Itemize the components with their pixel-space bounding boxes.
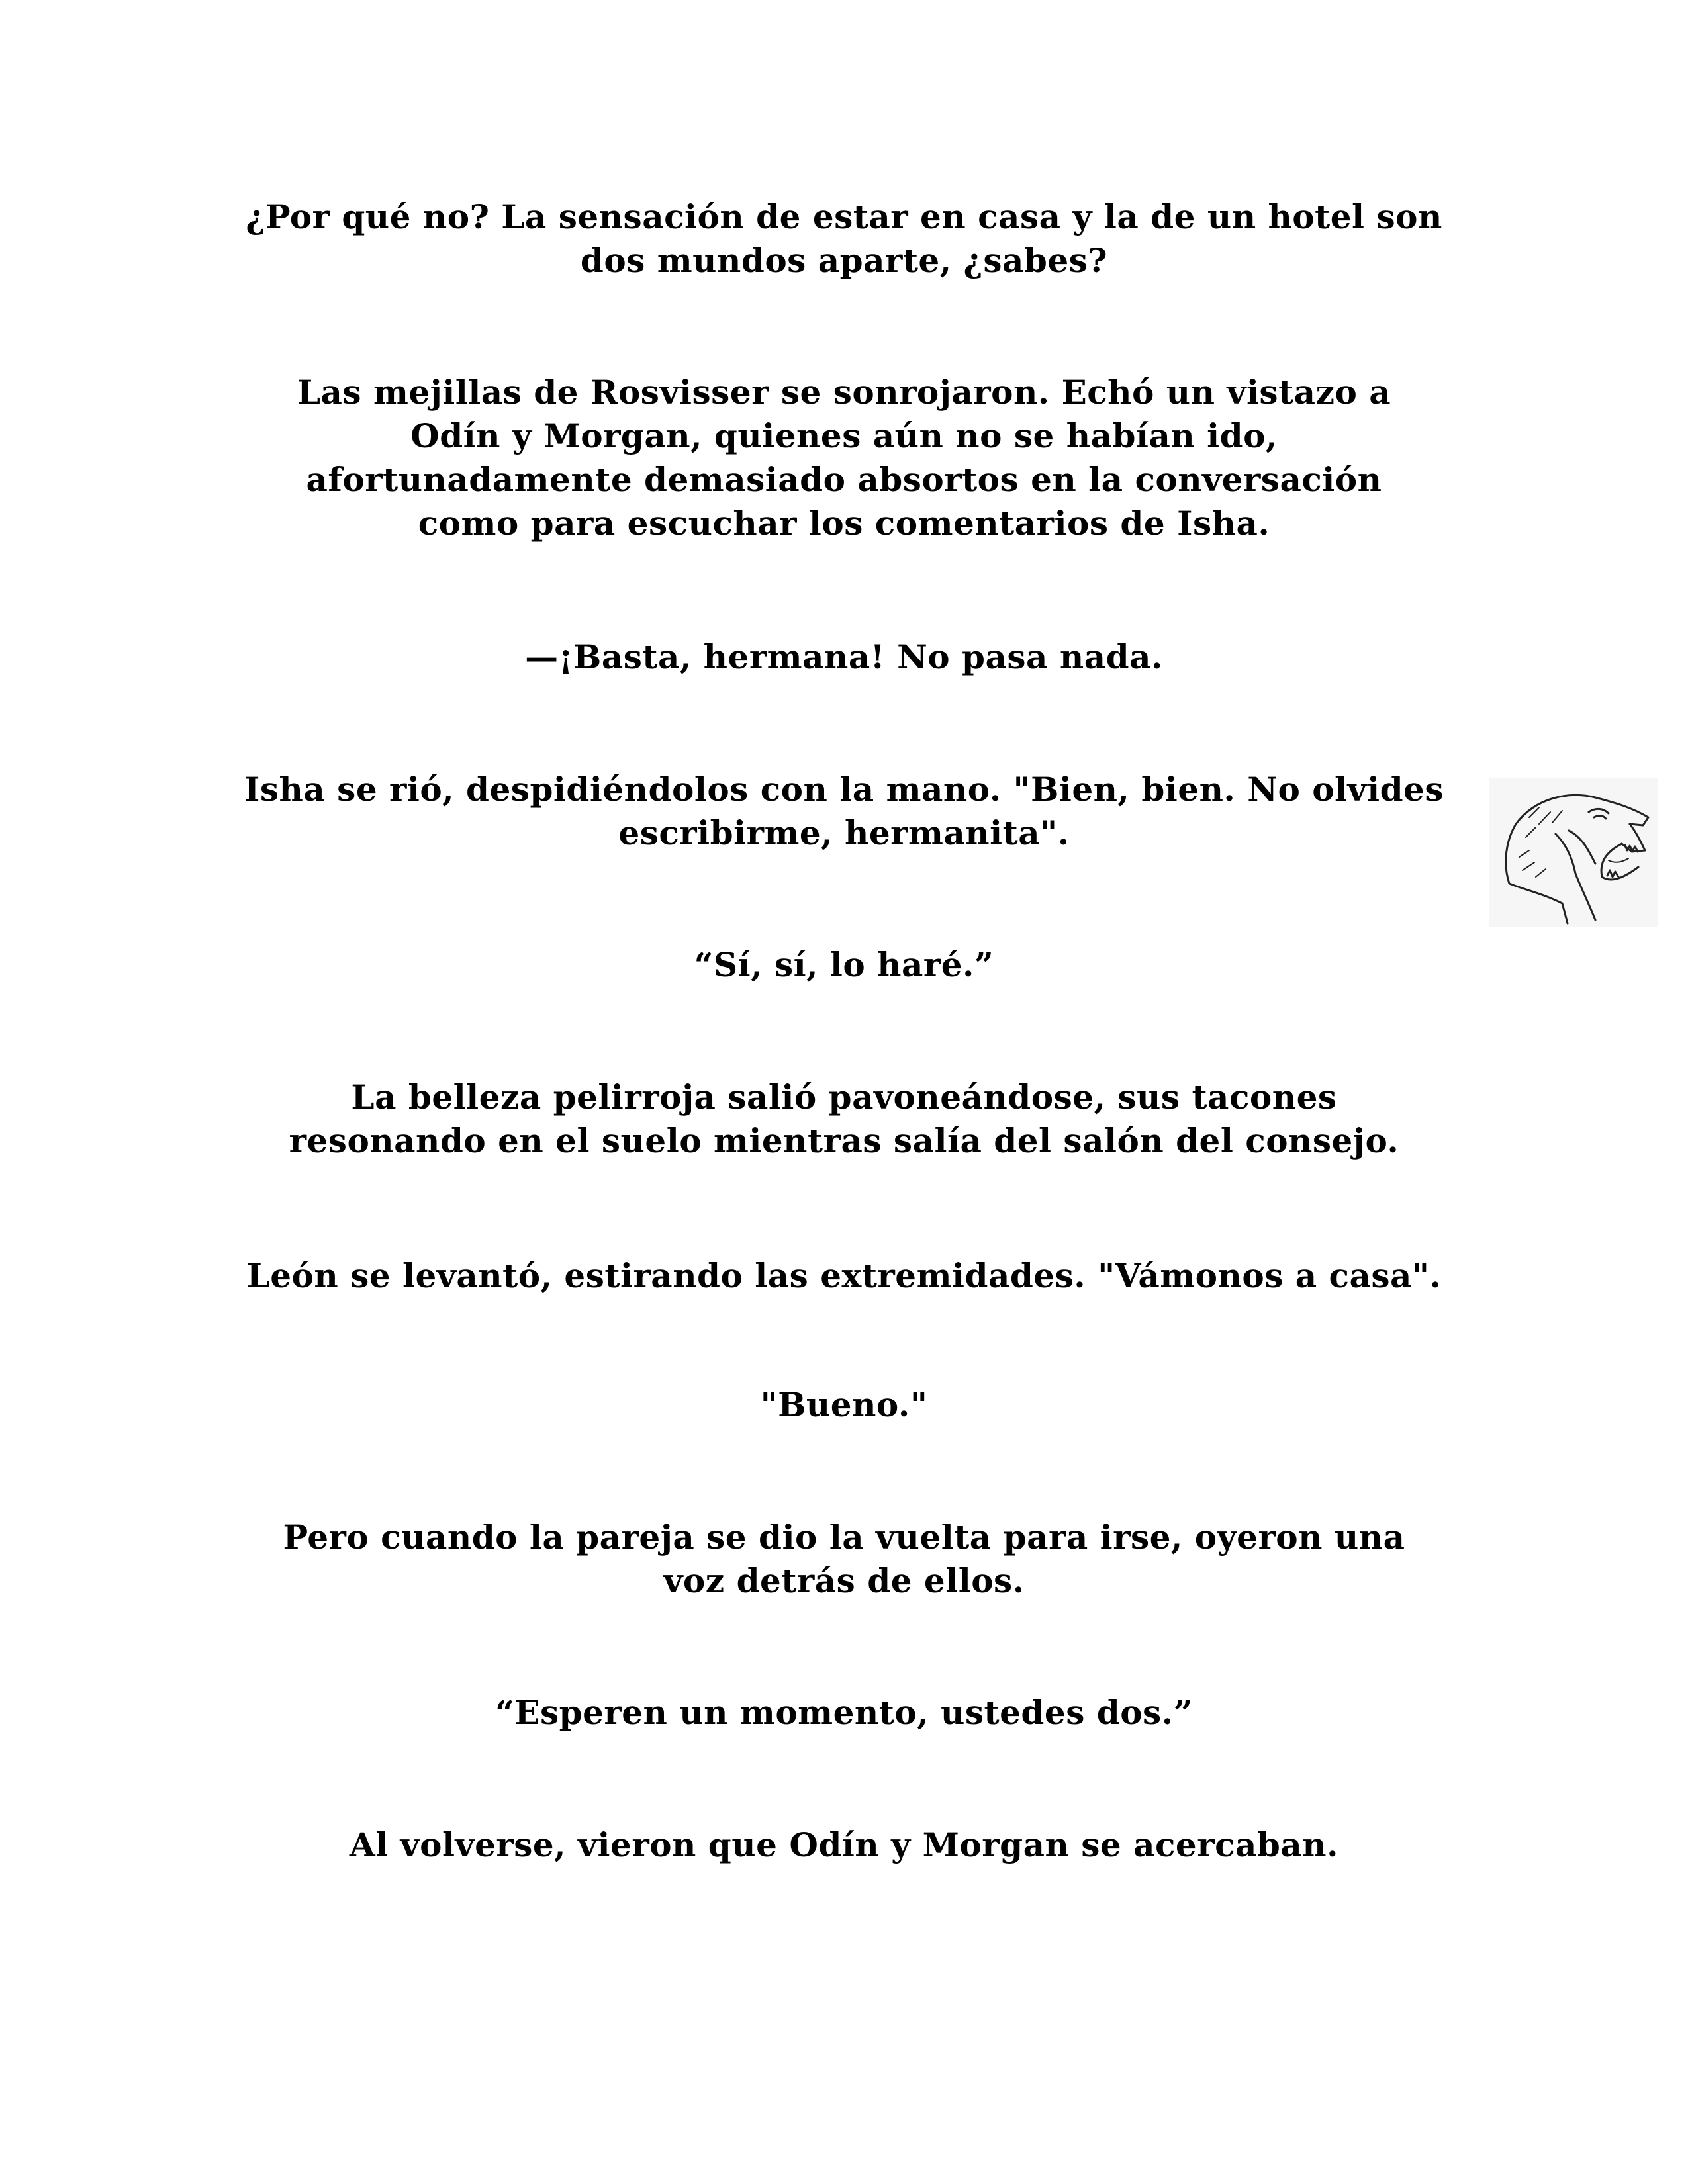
- paragraph-1: ¿Por qué no? La sensación de estar en casa y la de un hotel son dos mundos aparte, ¿sabes?: [246, 197, 1442, 280]
- paragraph-11: Al volverse, vieron que Odín y Morgan se acercaban.: [349, 1825, 1339, 1864]
- paragraph-6: La belleza pelirroja salió pavoneándose, sus tacones resonando en el suelo mientras salía del salón del consejo.: [289, 1077, 1399, 1160]
- paragraph-3: —¡Basta, hermana! No pasa nada.: [525, 637, 1163, 676]
- paragraph-2: Las mejillas de Rosvisser se sonrojaron. Echó un vistazo a Odín y Morgan, quienes aún no se habían ido, afortunadamente demasiado absortos en la conversación como para escuchar los comentarios de Isha.: [297, 373, 1391, 543]
- paragraph-9: Pero cuando la pareja se dio la vuelta para irse, oyeron una voz detrás de ellos.: [283, 1518, 1405, 1600]
- paragraph-7: León se levantó, estirando las extremidades. "Vámonos a casa".: [246, 1256, 1442, 1295]
- paragraph-4: Isha se rió, despidiéndolos con la mano. "Bien, bien. No olvides escribirme, hermanita".: [244, 770, 1444, 852]
- paragraph-8: "Bueno.": [760, 1385, 928, 1424]
- paragraph-10: “Esperen un momento, ustedes dos.”: [495, 1693, 1193, 1732]
- dinosaur-sketch-icon: [1489, 778, 1658, 927]
- paragraph-5: “Sí, sí, lo haré.”: [694, 945, 994, 984]
